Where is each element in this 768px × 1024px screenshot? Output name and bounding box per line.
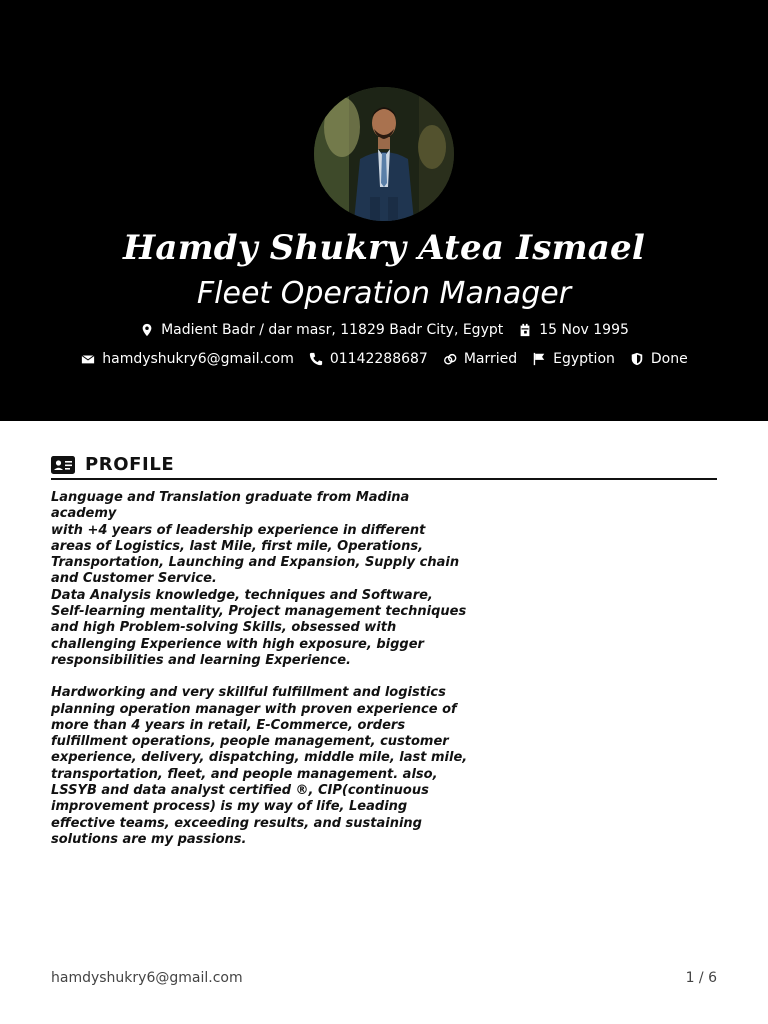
header-banner xyxy=(0,0,768,421)
profile-line: Language and Translation graduate from Madina academy xyxy=(51,490,410,522)
footer-email: hamdyshukry6@gmail.com xyxy=(51,970,243,986)
profile-line: Self-learning mentality, Project management techniques xyxy=(51,604,467,620)
address-text: Madient Badr / dar masr, 11829 Badr City, Egypt xyxy=(161,322,504,338)
military-status-text: Done xyxy=(650,351,688,367)
phone-text: 01142288687 xyxy=(329,351,428,367)
nationality-text: Egyption xyxy=(553,351,615,367)
id-card-icon xyxy=(51,456,75,474)
profile-line: challenging Experience with high exposure, bigger xyxy=(51,636,424,652)
page-number: 1 / 6 xyxy=(685,970,717,986)
email-item xyxy=(80,349,294,369)
profile-line: Transportation, Launching and Expansion, Supply chain xyxy=(51,555,460,571)
profile-line: and high Problem-solving Skills, obsessed with xyxy=(51,620,397,636)
location-pin-icon xyxy=(139,322,155,338)
envelope-icon xyxy=(80,351,96,367)
birth-date-item xyxy=(517,320,629,340)
profile-photo xyxy=(314,87,454,221)
profile-line: LSSYB and data analyst certified ®, CIP(continuous xyxy=(51,783,429,799)
birth-date-text: 15 Nov 1995 xyxy=(539,322,629,338)
profile-line: with +4 years of leadership experience in different xyxy=(51,522,426,538)
profile-line: planning operation manager with proven experience of xyxy=(51,701,457,717)
profile-section-heading xyxy=(51,451,717,480)
avatar xyxy=(314,87,454,221)
phone-item xyxy=(308,349,428,369)
job-title: Fleet Operation Manager xyxy=(196,276,572,311)
contact-row-1 xyxy=(0,320,768,340)
profile-line: Data Analysis knowledge, techniques and Software, xyxy=(51,587,433,603)
profile-line: areas of Logistics, last Mile, first mile, Operations, xyxy=(51,538,424,554)
profile-line: experience, delivery, dispatching, middle mile, last mile, xyxy=(51,750,468,766)
calendar-icon xyxy=(517,322,533,338)
profile-line: responsibilities and learning Experience. xyxy=(51,652,351,668)
profile-line: effective teams, exceeding results, and sustaining xyxy=(51,815,422,831)
profile-paragraph-2 xyxy=(51,685,471,848)
profile-line: transportation, fleet, and people management. also, xyxy=(51,766,438,782)
shield-icon xyxy=(629,351,645,367)
address-item xyxy=(139,320,503,340)
profile-line: more than 4 years in retail, E-Commerce, orders xyxy=(51,717,406,733)
profile-line: improvement process) is my way of life, Leading xyxy=(51,799,408,815)
military-status-item xyxy=(629,349,688,369)
profile-text xyxy=(51,490,471,848)
marital-status-item xyxy=(442,349,517,369)
profile-line: fulfillment operations, people management, customer xyxy=(51,734,449,750)
profile-line: Hardworking and very skillful fulfillment and logistics xyxy=(51,685,446,701)
rings-icon xyxy=(442,351,458,367)
full-name: Hamdy Shukry Atea Ismael xyxy=(123,228,645,268)
marital-status-text: Married xyxy=(463,351,518,367)
profile-paragraph-1 xyxy=(51,490,471,669)
phone-icon xyxy=(308,351,324,367)
email-text: hamdyshukry6@gmail.com xyxy=(102,351,294,367)
flag-icon xyxy=(531,351,547,367)
section-title: PROFILE xyxy=(85,454,175,475)
profile-line: solutions are my passions. xyxy=(51,831,247,847)
nationality-item xyxy=(531,349,615,369)
profile-line: and Customer Service. xyxy=(51,571,217,587)
contact-row-2 xyxy=(0,349,768,369)
